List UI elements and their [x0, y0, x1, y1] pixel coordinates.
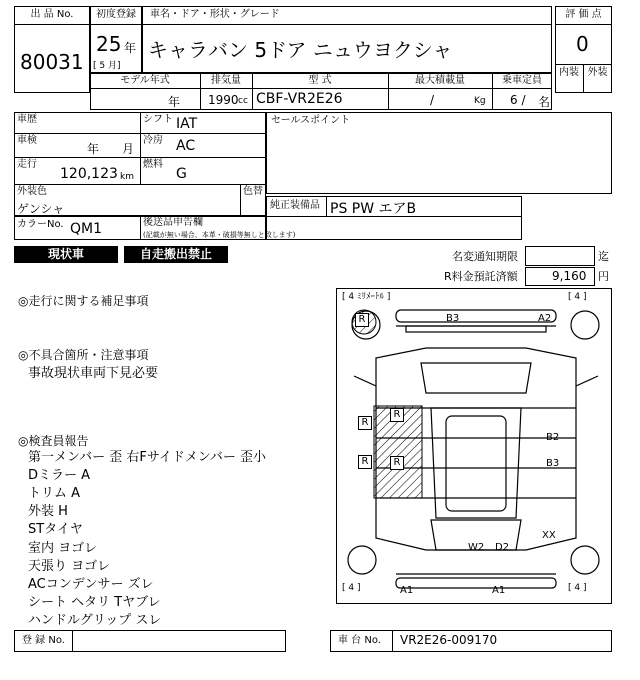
exterior-color-label: 外装色	[17, 186, 47, 197]
current-condition-badge: 現状車	[14, 246, 118, 263]
model-year-label: モデル年式	[120, 75, 170, 86]
inspector-line: Dミラー A	[28, 468, 91, 483]
inspector-line: STタイヤ	[28, 522, 83, 537]
repair-mark-label: R	[393, 409, 401, 420]
name-change-deadline-unit: 迄	[598, 250, 609, 263]
damage-mark: XX	[542, 530, 556, 541]
aftermarket-label: 後送品申告欄	[143, 217, 203, 228]
first-registration-month: [ 5 月]	[93, 61, 121, 71]
color-no-label: カラーNo.	[17, 219, 64, 230]
chassis-no-value: VR2E26-009170	[400, 633, 498, 647]
shift-label: シフト	[143, 114, 173, 125]
diagram-corner-bottom-right: [ 4 ]	[568, 583, 587, 593]
inspection-year: 年	[87, 142, 100, 156]
capacity-value: 6 /	[510, 93, 526, 107]
exterior-color-value: ゲンシャ	[17, 202, 65, 216]
max-load-unit: Kg	[474, 96, 486, 106]
shift-value: IAT	[176, 116, 198, 132]
displacement-value: 1990	[208, 93, 239, 107]
inspection-label: 車検	[17, 135, 37, 146]
repair-mark-label: R	[361, 417, 369, 428]
first-registration-year: 25	[96, 32, 122, 56]
equipment-value: PS PW エアB	[330, 201, 417, 217]
driving-notes-heading: ◎走行に関する補足事項	[18, 294, 149, 308]
no-self-drive-badge: 自走搬出禁止	[124, 246, 228, 263]
capacity-label: 乗車定員	[502, 75, 542, 86]
capacity-unit: 名	[538, 95, 551, 109]
first-registration-label: 初度登録	[96, 9, 136, 20]
year-unit: 年	[124, 41, 137, 55]
registration-no-label: 登 録 No.	[22, 635, 65, 646]
repair-mark-label: R	[361, 456, 369, 467]
name-change-deadline-field	[525, 246, 595, 266]
aftermarket-note: (記載が無い場合、本革・破損等無しと致します)	[143, 231, 296, 239]
damage-mark: B3	[546, 458, 560, 469]
displacement-unit: cc	[238, 96, 248, 106]
exterior-score-label: 外装	[587, 67, 608, 78]
car-name-label: 車名・ドア・形状・グレード	[150, 9, 280, 20]
diagram-corner-top-right: [ 4 ]	[568, 292, 587, 302]
chassis-no-label: 車 台 No.	[338, 635, 381, 646]
damage-mark: W2	[468, 542, 485, 553]
damage-mark: A1	[492, 585, 506, 596]
recycle-fee-amount: 9,160	[552, 269, 587, 283]
model-year-unit: 年	[168, 95, 181, 109]
repair-mark-label: R	[358, 314, 366, 325]
inspector-line: シート ヘタリ Tヤブレ	[28, 595, 161, 610]
damage-mark: B3	[446, 313, 460, 324]
damage-mark: A1	[400, 585, 414, 596]
repair-mark-label: R	[393, 457, 401, 468]
inspector-line: 室内 ヨゴレ	[28, 541, 98, 556]
sales-point-label: セールスポイント	[271, 115, 351, 126]
damage-mark: A2	[538, 313, 552, 324]
fuel-value: G	[176, 166, 187, 182]
score-value: 0	[576, 32, 589, 56]
damage-mark: D2	[495, 542, 510, 553]
recycle-fee-unit: 円	[598, 270, 609, 283]
vehicle-damage-diagram	[336, 288, 612, 604]
mileage-unit: km	[120, 172, 134, 182]
type-value: CBF-VR2E26	[256, 91, 343, 107]
fuel-label: 燃料	[143, 159, 163, 170]
inspector-line: ハンドルグリップ スレ	[28, 613, 162, 628]
lot-number: 80031	[20, 50, 84, 74]
diagram-corner-top-left: [ 4 ﾐﾘﾒｰﾄﾙ ]	[342, 292, 391, 302]
type-label: 型 式	[308, 75, 332, 86]
mileage-value: 120,123	[60, 166, 118, 182]
interior-score-label: 内装	[559, 67, 579, 78]
defects-heading: ◎不具合箇所・注意事項	[18, 348, 149, 362]
damage-mark: B2	[546, 432, 560, 443]
inspector-line: 第一メンバー 歪 右Fサイドメンバー 歪小	[28, 450, 267, 465]
inspector-report-heading: ◎検査員報告	[18, 434, 89, 448]
history-label: 車歴	[17, 114, 37, 125]
max-load-label: 最大積載量	[415, 75, 465, 86]
color-change-label: 色替	[243, 186, 263, 197]
lot-number-label: 出 品 No.	[30, 9, 74, 20]
displacement-label: 排気量	[211, 75, 241, 86]
inspection-month: 月	[122, 142, 135, 156]
inspector-line: トリム A	[28, 486, 81, 501]
aircon-label: 冷房	[143, 135, 163, 146]
score-label: 評 価 点	[565, 9, 602, 20]
mileage-label: 走行	[17, 159, 37, 170]
inspector-line: 外装 H	[28, 504, 68, 519]
aircon-value: AC	[176, 138, 196, 154]
max-load-value: /	[430, 93, 435, 107]
inspector-line: ACコンデンサー ズレ	[28, 577, 154, 592]
color-no-value: QM1	[70, 221, 103, 237]
defects-line: 事故現状車両下見必要	[28, 366, 159, 381]
inspector-line: 天張り ヨゴレ	[28, 559, 111, 574]
car-name: キャラバン 5ドア ニュウヨクシャ	[148, 38, 453, 62]
equipment-label: 純正装備品	[270, 200, 320, 211]
recycle-fee-label: R料金預託済額	[444, 270, 518, 283]
diagram-corner-bottom-left: [ 4 ]	[342, 583, 361, 593]
name-change-deadline-label: 名変通知期限	[452, 250, 518, 263]
